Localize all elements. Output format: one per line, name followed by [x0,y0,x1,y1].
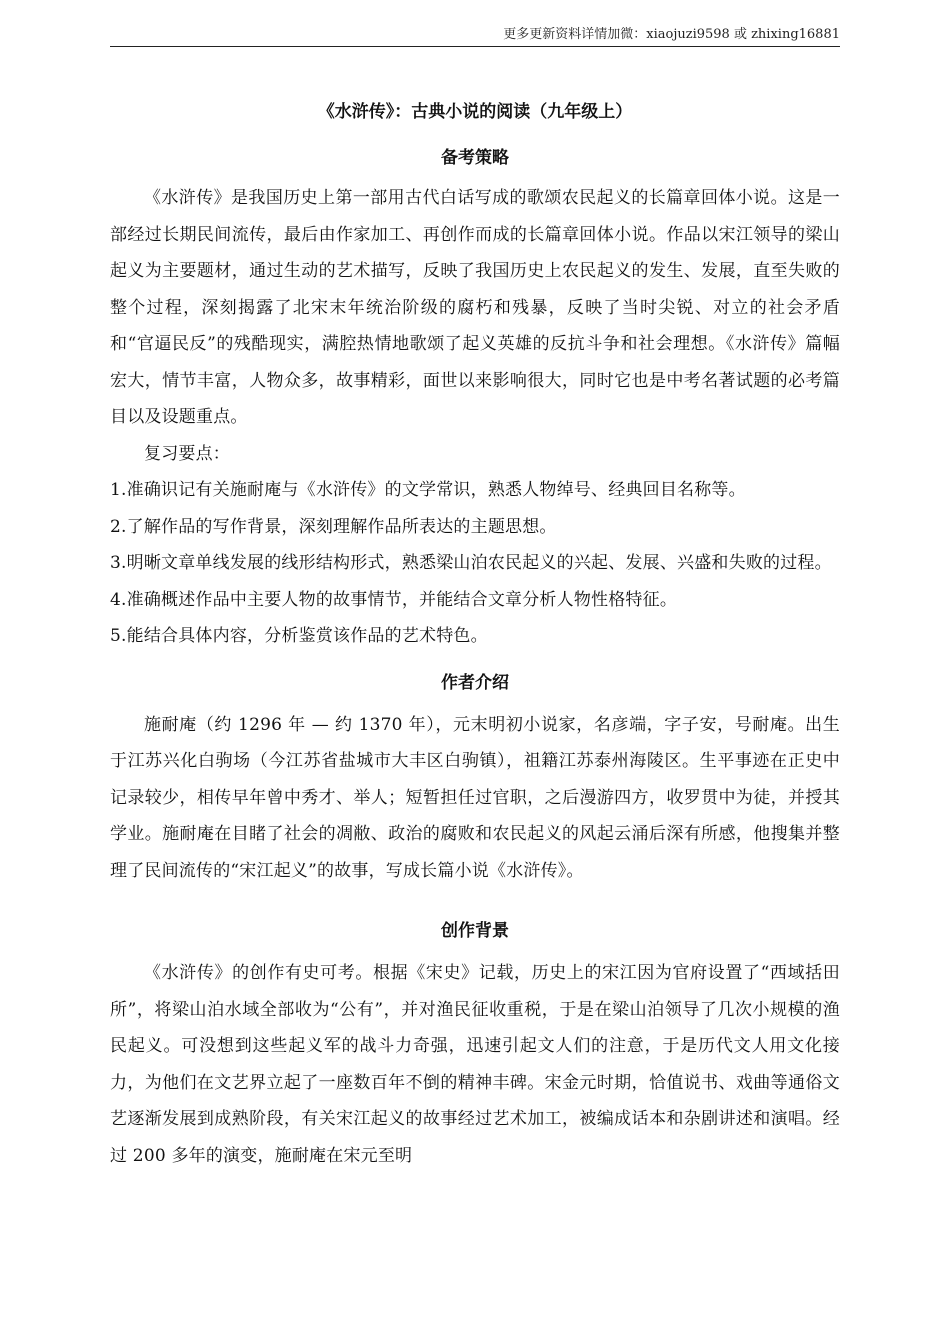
section-heading-strategy: 备考策略 [441,148,509,168]
strategy-intro-paragraph: 《水浒传》是我国历史上第一部用古代白话写成的歌颂农民起义的长篇章回体小说。这是一部经过长期民间流传，最后由作家加工、再创作而成的长篇章回体小说。作品以宋江领导的梁山起义为主要题材，通过生动的艺术描写，反映了我国历史上农民起义的发生、发展，直至失败的整个过程，深刻揭露了北宋末年统治阶级的腐朽和残暴，反映了当时尖锐、对立的社会矛盾和“官逼民反”的残酷现实，满腔热情地歌颂了起义英雄的反抗斗争和社会理想。《水浒传》篇幅宏大，情节丰富，人物众多，故事精彩，面世以来影响很大，同时它也是中考名著试题的必考篇目以及设题重点。 [110,188,840,427]
background-paragraph: 《水浒传》的创作有史可考。根据《宋史》记载，历史上的宋江因为官府设置了“西域括田所”，将梁山泊水域全部收为“公有”，并对渔民征收重税，于是在梁山泊领导了几次小规模的渔民起义。可没想到这些起义军的战斗力奇强，迅速引起文人们的注意，于是历代文人用文化接力，为他们在文艺界立起了一座数百年不倒的精神丰碑。宋金元时期，恰值说书、戏曲等通俗文艺逐渐发展到成熟阶段，有关宋江起义的故事经过艺术加工，被编成话本和杂剧讲述和演唱。经过 200 多年的演变，施耐庵在宋元至明 [110,963,840,1166]
section-heading-author: 作者介绍 [441,672,509,693]
author-paragraph: 施耐庵（约 1296 年 — 约 1370 年），元末明初小说家，名彦端，字子安，号耐庵。出生于江苏兴化白驹场（今江苏省盐城市大丰区白驹镇），祖籍江苏泰州海陵区。生平事迹在正史中记录较少，相传早年曾中秀才、举人；短暂担任过官职，之后漫游四方，收罗贯中为徒，并授其学业。施耐庵在目睹了社会的凋敝、政治的腐败和农民起义的风起云涌后深有所感，他搜集并整理了民间流传的“宋江起义”的故事，写成长篇小说《水浒传》。 [110,714,840,881]
review-point-4: 4.准确概述作品中主要人物的故事情节，并能结合文章分析人物性格特征。 [110,589,678,610]
review-points-label: 复习要点： [144,443,230,464]
review-point-3: 3.明晰文章单线发展的线形结构形式，熟悉梁山泊农民起义的兴起、发展、兴盛和失败的过程。 [110,553,832,573]
review-point-1: 1.准确识记有关施耐庵与《水浒传》的文学常识，熟悉人物绰号、经典回目名称等。 [110,480,746,500]
review-point-5: 5.能结合具体内容，分析鉴赏该作品的艺术特色。 [110,626,488,646]
section-heading-background: 创作背景 [441,921,509,941]
document-title: 《水浒传》：古典小说的阅读（九年级上） [317,102,633,122]
document-body [110,92,840,1174]
review-point-2: 2.了解作品的写作背景，深刻理解作品所表达的主题思想。 [110,516,557,537]
page-header: 更多更新资料详情加微：xiaojuzi9598 或 zhixing16881 [110,24,840,47]
